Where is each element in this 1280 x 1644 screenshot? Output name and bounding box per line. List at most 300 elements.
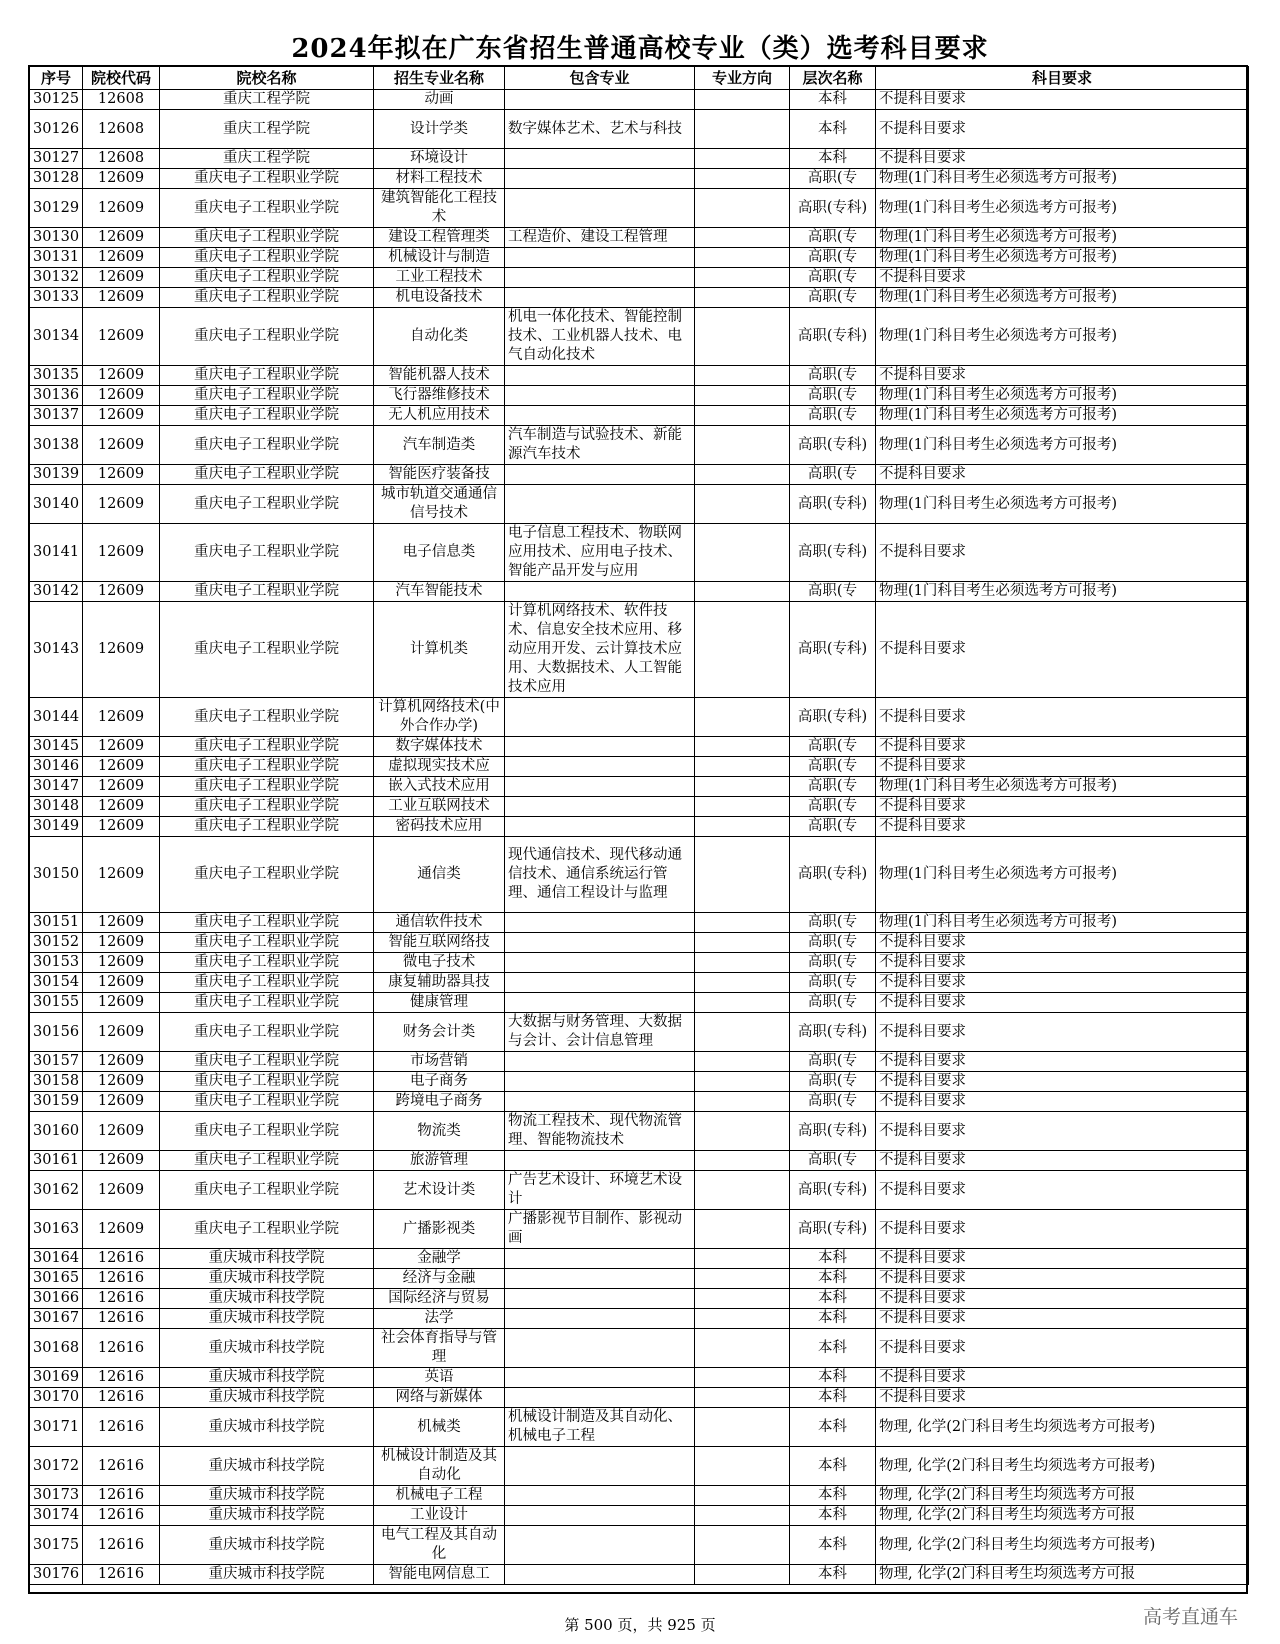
cell-school-code: 12609 xyxy=(83,268,160,288)
cell-major-name: 智能互联网络技 xyxy=(374,933,505,953)
cell-included-majors xyxy=(505,149,695,169)
cell-included-majors xyxy=(505,1526,695,1565)
cell-no: 30158 xyxy=(30,1072,83,1092)
cell-school-name: 重庆电子工程职业学院 xyxy=(160,953,374,973)
cell-school-name: 重庆电子工程职业学院 xyxy=(160,485,374,524)
cell-school-name: 重庆电子工程职业学院 xyxy=(160,524,374,582)
cell-level: 本科 xyxy=(790,110,876,149)
cell-subject-requirement: 不提科目要求 xyxy=(876,1249,1249,1269)
cell-level: 本科 xyxy=(790,1289,876,1309)
cell-level: 高职(专 xyxy=(790,288,876,308)
table-row xyxy=(30,993,1249,1013)
cell-school-name: 重庆城市科技学院 xyxy=(160,1289,374,1309)
cell-school-name: 重庆电子工程职业学院 xyxy=(160,1210,374,1249)
cell-no: 30164 xyxy=(30,1249,83,1269)
table-row xyxy=(30,465,1249,485)
cell-level: 本科 xyxy=(790,1249,876,1269)
cell-no: 30138 xyxy=(30,426,83,465)
cell-level: 高职(专 xyxy=(790,228,876,248)
cell-subject-requirement: 不提科目要求 xyxy=(876,366,1249,386)
cell-no: 30156 xyxy=(30,1013,83,1052)
cell-major-name: 机电设备技术 xyxy=(374,288,505,308)
cell-major-direction xyxy=(695,1151,790,1171)
cell-included-majors xyxy=(505,1072,695,1092)
table-row xyxy=(30,1112,1249,1151)
cell-major-name: 城市轨道交通通信信号技术 xyxy=(374,485,505,524)
cell-school-name: 重庆城市科技学院 xyxy=(160,1269,374,1289)
cell-major-name: 设计学类 xyxy=(374,110,505,149)
cell-included-majors xyxy=(505,485,695,524)
cell-school-code: 12609 xyxy=(83,386,160,406)
cell-subject-requirement: 不提科目要求 xyxy=(876,1388,1249,1408)
cell-major-name: 机械电子工程 xyxy=(374,1486,505,1506)
table-row xyxy=(30,933,1249,953)
cell-no: 30137 xyxy=(30,406,83,426)
cell-major-name: 建筑智能化工程技术 xyxy=(374,189,505,228)
cell-major-name: 旅游管理 xyxy=(374,1151,505,1171)
cell-level: 高职(专 xyxy=(790,777,876,797)
cell-subject-requirement: 物理, 化学(2门科目考生均须选考方可报考) xyxy=(876,1447,1249,1486)
cell-major-name: 材料工程技术 xyxy=(374,169,505,189)
table-row xyxy=(30,1329,1249,1368)
cell-school-name: 重庆电子工程职业学院 xyxy=(160,386,374,406)
cell-no: 30169 xyxy=(30,1368,83,1388)
table-row xyxy=(30,308,1249,366)
cell-major-name: 自动化类 xyxy=(374,308,505,366)
table-row xyxy=(30,602,1249,698)
cell-major-name: 通信软件技术 xyxy=(374,913,505,933)
cell-school-code: 12609 xyxy=(83,308,160,366)
cell-school-code: 12609 xyxy=(83,698,160,737)
cell-level: 高职(专 xyxy=(790,757,876,777)
table-row xyxy=(30,1486,1249,1506)
cell-no: 30126 xyxy=(30,110,83,149)
cell-school-code: 12609 xyxy=(83,737,160,757)
cell-subject-requirement: 不提科目要求 xyxy=(876,1092,1249,1112)
cell-no: 30174 xyxy=(30,1506,83,1526)
cell-no: 30147 xyxy=(30,777,83,797)
cell-level: 本科 xyxy=(790,1309,876,1329)
cell-major-name: 环境设计 xyxy=(374,149,505,169)
cell-major-name: 电子商务 xyxy=(374,1072,505,1092)
cell-included-majors: 广播影视节目制作、影视动画 xyxy=(505,1210,695,1249)
cell-major-direction xyxy=(695,90,790,110)
cell-major-direction xyxy=(695,485,790,524)
cell-level: 高职(专 xyxy=(790,737,876,757)
cell-subject-requirement: 不提科目要求 xyxy=(876,110,1249,149)
cell-included-majors xyxy=(505,737,695,757)
cell-level: 本科 xyxy=(790,1506,876,1526)
table-row xyxy=(30,485,1249,524)
cell-major-name: 计算机网络技术(中外合作办学) xyxy=(374,698,505,737)
cell-level: 高职(专 xyxy=(790,913,876,933)
cell-major-direction xyxy=(695,524,790,582)
cell-subject-requirement: 不提科目要求 xyxy=(876,797,1249,817)
cell-no: 30149 xyxy=(30,817,83,837)
cell-no: 30133 xyxy=(30,288,83,308)
cell-subject-requirement: 不提科目要求 xyxy=(876,1210,1249,1249)
header-major-name: 招生专业名称 xyxy=(374,67,505,90)
cell-major-name: 跨境电子商务 xyxy=(374,1092,505,1112)
cell-major-direction xyxy=(695,837,790,913)
cell-major-name: 机械设计与制造 xyxy=(374,248,505,268)
cell-included-majors: 机电一体化技术、智能控制技术、工业机器人技术、电气自动化技术 xyxy=(505,308,695,366)
cell-major-direction xyxy=(695,248,790,268)
cell-major-name: 建设工程管理类 xyxy=(374,228,505,248)
cell-major-direction xyxy=(695,1408,790,1447)
cell-school-code: 12609 xyxy=(83,465,160,485)
cell-major-direction xyxy=(695,426,790,465)
cell-school-code: 12616 xyxy=(83,1309,160,1329)
cell-no: 30172 xyxy=(30,1447,83,1486)
cell-included-majors xyxy=(505,366,695,386)
cell-school-name: 重庆电子工程职业学院 xyxy=(160,366,374,386)
cell-no: 30128 xyxy=(30,169,83,189)
cell-included-majors xyxy=(505,698,695,737)
cell-no: 30136 xyxy=(30,386,83,406)
header-level: 层次名称 xyxy=(790,67,876,90)
cell-level: 高职(专 xyxy=(790,268,876,288)
cell-major-direction xyxy=(695,993,790,1013)
cell-level: 本科 xyxy=(790,1526,876,1565)
cell-no: 30160 xyxy=(30,1112,83,1151)
table-row xyxy=(30,248,1249,268)
table-row xyxy=(30,1526,1249,1565)
cell-school-code: 12609 xyxy=(83,602,160,698)
cell-school-code: 12609 xyxy=(83,1151,160,1171)
table-row xyxy=(30,1565,1249,1585)
cell-school-name: 重庆电子工程职业学院 xyxy=(160,189,374,228)
cell-school-name: 重庆电子工程职业学院 xyxy=(160,1072,374,1092)
table-row xyxy=(30,524,1249,582)
cell-school-name: 重庆电子工程职业学院 xyxy=(160,737,374,757)
cell-school-code: 12609 xyxy=(83,817,160,837)
cell-level: 高职(专 xyxy=(790,386,876,406)
cell-school-code: 12608 xyxy=(83,110,160,149)
cell-included-majors xyxy=(505,817,695,837)
cell-school-code: 12609 xyxy=(83,228,160,248)
cell-no: 30157 xyxy=(30,1052,83,1072)
cell-included-majors xyxy=(505,1052,695,1072)
cell-level: 本科 xyxy=(790,1447,876,1486)
cell-major-name: 嵌入式技术应用 xyxy=(374,777,505,797)
cell-school-name: 重庆电子工程职业学院 xyxy=(160,913,374,933)
cell-school-name: 重庆电子工程职业学院 xyxy=(160,797,374,817)
cell-major-name: 网络与新媒体 xyxy=(374,1388,505,1408)
cell-no: 30159 xyxy=(30,1092,83,1112)
cell-school-code: 12609 xyxy=(83,1210,160,1249)
cell-level: 高职(专科) xyxy=(790,189,876,228)
cell-level: 高职(专 xyxy=(790,973,876,993)
cell-school-code: 12609 xyxy=(83,426,160,465)
header-school-name: 院校名称 xyxy=(160,67,374,90)
cell-major-direction xyxy=(695,1092,790,1112)
cell-included-majors xyxy=(505,973,695,993)
cell-major-direction xyxy=(695,913,790,933)
cell-included-majors xyxy=(505,1329,695,1368)
cell-included-majors: 机械设计制造及其自动化、机械电子工程 xyxy=(505,1408,695,1447)
cell-major-name: 电子信息类 xyxy=(374,524,505,582)
header-school-code: 院校代码 xyxy=(83,67,160,90)
table-row xyxy=(30,1013,1249,1052)
cell-school-code: 12616 xyxy=(83,1486,160,1506)
cell-major-name: 汽车制造类 xyxy=(374,426,505,465)
cell-major-name: 法学 xyxy=(374,1309,505,1329)
cell-school-name: 重庆电子工程职业学院 xyxy=(160,169,374,189)
table-row xyxy=(30,837,1249,913)
cell-school-name: 重庆城市科技学院 xyxy=(160,1447,374,1486)
cell-level: 高职(专 xyxy=(790,933,876,953)
cell-level: 高职(专科) xyxy=(790,485,876,524)
cell-subject-requirement: 不提科目要求 xyxy=(876,1368,1249,1388)
cell-major-direction xyxy=(695,1565,790,1585)
cell-included-majors: 电子信息工程技术、物联网应用技术、应用电子技术、智能产品开发与应用 xyxy=(505,524,695,582)
cell-major-name: 工业工程技术 xyxy=(374,268,505,288)
cell-included-majors xyxy=(505,582,695,602)
cell-major-name: 物流类 xyxy=(374,1112,505,1151)
cell-included-majors xyxy=(505,189,695,228)
table-row xyxy=(30,169,1249,189)
cell-included-majors xyxy=(505,1506,695,1526)
cell-subject-requirement: 不提科目要求 xyxy=(876,757,1249,777)
cell-major-name: 计算机类 xyxy=(374,602,505,698)
cell-major-name: 智能医疗装备技 xyxy=(374,465,505,485)
cell-major-direction xyxy=(695,817,790,837)
cell-subject-requirement: 物理(1门科目考生必须选考方可报考) xyxy=(876,485,1249,524)
cell-included-majors xyxy=(505,169,695,189)
subject-requirements-table xyxy=(29,66,1249,1585)
table-row xyxy=(30,1249,1249,1269)
cell-included-majors xyxy=(505,1565,695,1585)
cell-school-code: 12616 xyxy=(83,1388,160,1408)
table-row xyxy=(30,582,1249,602)
cell-school-name: 重庆电子工程职业学院 xyxy=(160,698,374,737)
cell-major-direction xyxy=(695,386,790,406)
cell-subject-requirement: 物理(1门科目考生必须选考方可报考) xyxy=(876,386,1249,406)
cell-major-direction xyxy=(695,1171,790,1210)
cell-level: 本科 xyxy=(790,149,876,169)
cell-subject-requirement: 不提科目要求 xyxy=(876,933,1249,953)
cell-school-name: 重庆工程学院 xyxy=(160,149,374,169)
cell-school-name: 重庆城市科技学院 xyxy=(160,1249,374,1269)
cell-major-direction xyxy=(695,1210,790,1249)
cell-subject-requirement: 物理, 化学(2门科目考生均须选考方可报考) xyxy=(876,1408,1249,1447)
table-body xyxy=(30,90,1249,1585)
cell-school-name: 重庆电子工程职业学院 xyxy=(160,1052,374,1072)
cell-level: 高职(专 xyxy=(790,797,876,817)
cell-included-majors xyxy=(505,1151,695,1171)
cell-school-code: 12616 xyxy=(83,1506,160,1526)
table-row xyxy=(30,953,1249,973)
cell-subject-requirement: 物理(1门科目考生必须选考方可报考) xyxy=(876,406,1249,426)
cell-school-name: 重庆电子工程职业学院 xyxy=(160,602,374,698)
cell-school-name: 重庆电子工程职业学院 xyxy=(160,465,374,485)
cell-included-majors xyxy=(505,757,695,777)
cell-subject-requirement: 物理, 化学(2门科目考生均须选考方可报考) xyxy=(876,1526,1249,1565)
cell-no: 30142 xyxy=(30,582,83,602)
cell-level: 高职(专科) xyxy=(790,1171,876,1210)
table-row xyxy=(30,913,1249,933)
cell-school-code: 12608 xyxy=(83,90,160,110)
table-row xyxy=(30,288,1249,308)
cell-level: 高职(专 xyxy=(790,993,876,1013)
cell-subject-requirement: 物理(1门科目考生必须选考方可报考) xyxy=(876,169,1249,189)
cell-school-code: 12616 xyxy=(83,1289,160,1309)
cell-major-direction xyxy=(695,757,790,777)
cell-school-name: 重庆电子工程职业学院 xyxy=(160,1013,374,1052)
cell-subject-requirement: 不提科目要求 xyxy=(876,973,1249,993)
table-row xyxy=(30,1388,1249,1408)
cell-level: 高职(专科) xyxy=(790,698,876,737)
table-row xyxy=(30,1072,1249,1092)
cell-school-name: 重庆城市科技学院 xyxy=(160,1368,374,1388)
cell-level: 高职(专科) xyxy=(790,426,876,465)
cell-subject-requirement: 不提科目要求 xyxy=(876,465,1249,485)
cell-school-code: 12609 xyxy=(83,366,160,386)
cell-major-name: 机械设计制造及其自动化 xyxy=(374,1447,505,1486)
cell-school-code: 12609 xyxy=(83,837,160,913)
cell-major-direction xyxy=(695,1368,790,1388)
cell-level: 高职(专科) xyxy=(790,1210,876,1249)
cell-subject-requirement: 物理, 化学(2门科目考生均须选考方可报 xyxy=(876,1565,1249,1585)
cell-level: 高职(专 xyxy=(790,1072,876,1092)
cell-subject-requirement: 物理(1门科目考生必须选考方可报考) xyxy=(876,777,1249,797)
cell-major-direction xyxy=(695,169,790,189)
cell-school-code: 12616 xyxy=(83,1447,160,1486)
cell-level: 高职(专 xyxy=(790,465,876,485)
cell-school-code: 12616 xyxy=(83,1368,160,1388)
cell-level: 本科 xyxy=(790,90,876,110)
cell-school-code: 12609 xyxy=(83,1092,160,1112)
cell-level: 高职(专科) xyxy=(790,837,876,913)
cell-no: 30143 xyxy=(30,602,83,698)
cell-major-direction xyxy=(695,288,790,308)
cell-included-majors xyxy=(505,993,695,1013)
cell-subject-requirement: 不提科目要求 xyxy=(876,1072,1249,1092)
cell-major-direction xyxy=(695,1506,790,1526)
cell-included-majors xyxy=(505,268,695,288)
table-row xyxy=(30,110,1249,149)
cell-major-direction xyxy=(695,1013,790,1052)
cell-major-direction xyxy=(695,366,790,386)
cell-major-direction xyxy=(695,1526,790,1565)
cell-included-majors xyxy=(505,1092,695,1112)
cell-major-direction xyxy=(695,189,790,228)
cell-school-name: 重庆城市科技学院 xyxy=(160,1565,374,1585)
cell-included-majors xyxy=(505,953,695,973)
cell-major-name: 智能机器人技术 xyxy=(374,366,505,386)
cell-subject-requirement: 物理(1门科目考生必须选考方可报考) xyxy=(876,288,1249,308)
cell-school-name: 重庆电子工程职业学院 xyxy=(160,817,374,837)
cell-school-name: 重庆城市科技学院 xyxy=(160,1486,374,1506)
table-row xyxy=(30,189,1249,228)
cell-school-name: 重庆电子工程职业学院 xyxy=(160,1171,374,1210)
cell-subject-requirement: 不提科目要求 xyxy=(876,1171,1249,1210)
cell-school-name: 重庆工程学院 xyxy=(160,90,374,110)
cell-no: 30125 xyxy=(30,90,83,110)
cell-level: 高职(专科) xyxy=(790,308,876,366)
cell-no: 30166 xyxy=(30,1289,83,1309)
cell-included-majors: 数字媒体艺术、艺术与科技 xyxy=(505,110,695,149)
cell-major-name: 飞行器维修技术 xyxy=(374,386,505,406)
header-row xyxy=(30,67,1249,90)
cell-school-name: 重庆电子工程职业学院 xyxy=(160,993,374,1013)
cell-subject-requirement: 物理(1门科目考生必须选考方可报考) xyxy=(876,248,1249,268)
cell-no: 30145 xyxy=(30,737,83,757)
cell-school-code: 12609 xyxy=(83,933,160,953)
cell-no: 30130 xyxy=(30,228,83,248)
cell-school-name: 重庆电子工程职业学院 xyxy=(160,837,374,913)
cell-level: 高职(专 xyxy=(790,366,876,386)
table-row xyxy=(30,149,1249,169)
table-row xyxy=(30,228,1249,248)
cell-major-name: 无人机应用技术 xyxy=(374,406,505,426)
cell-major-direction xyxy=(695,797,790,817)
cell-major-direction xyxy=(695,406,790,426)
cell-level: 高职(专科) xyxy=(790,524,876,582)
cell-subject-requirement: 不提科目要求 xyxy=(876,1112,1249,1151)
cell-included-majors xyxy=(505,386,695,406)
cell-school-code: 12609 xyxy=(83,797,160,817)
cell-school-name: 重庆电子工程职业学院 xyxy=(160,426,374,465)
cell-school-code: 12609 xyxy=(83,913,160,933)
cell-school-name: 重庆电子工程职业学院 xyxy=(160,933,374,953)
cell-major-direction xyxy=(695,1112,790,1151)
cell-included-majors xyxy=(505,90,695,110)
cell-school-code: 12609 xyxy=(83,777,160,797)
cell-major-direction xyxy=(695,582,790,602)
cell-school-name: 重庆城市科技学院 xyxy=(160,1506,374,1526)
cell-no: 30127 xyxy=(30,149,83,169)
cell-school-name: 重庆电子工程职业学院 xyxy=(160,973,374,993)
cell-major-name: 康复辅助器具技 xyxy=(374,973,505,993)
cell-school-name: 重庆城市科技学院 xyxy=(160,1526,374,1565)
cell-subject-requirement: 不提科目要求 xyxy=(876,993,1249,1013)
cell-school-name: 重庆电子工程职业学院 xyxy=(160,757,374,777)
cell-level: 高职(专 xyxy=(790,1151,876,1171)
cell-no: 30165 xyxy=(30,1269,83,1289)
table-row xyxy=(30,757,1249,777)
cell-no: 30151 xyxy=(30,913,83,933)
cell-major-name: 国际经济与贸易 xyxy=(374,1289,505,1309)
cell-school-code: 12616 xyxy=(83,1526,160,1565)
cell-level: 高职(专科) xyxy=(790,602,876,698)
cell-major-direction xyxy=(695,228,790,248)
cell-level: 高职(专 xyxy=(790,582,876,602)
cell-subject-requirement: 不提科目要求 xyxy=(876,698,1249,737)
cell-no: 30135 xyxy=(30,366,83,386)
cell-subject-requirement: 不提科目要求 xyxy=(876,1052,1249,1072)
cell-major-direction xyxy=(695,1329,790,1368)
table-row xyxy=(30,426,1249,465)
table-row xyxy=(30,1408,1249,1447)
cell-major-direction xyxy=(695,737,790,757)
cell-major-name: 微电子技术 xyxy=(374,953,505,973)
cell-school-name: 重庆电子工程职业学院 xyxy=(160,268,374,288)
cell-major-direction xyxy=(695,1309,790,1329)
cell-school-code: 12609 xyxy=(83,973,160,993)
cell-subject-requirement: 不提科目要求 xyxy=(876,524,1249,582)
cell-major-name: 汽车智能技术 xyxy=(374,582,505,602)
cell-major-direction xyxy=(695,149,790,169)
cell-school-code: 12616 xyxy=(83,1565,160,1585)
cell-included-majors xyxy=(505,1368,695,1388)
cell-major-name: 英语 xyxy=(374,1368,505,1388)
cell-no: 30162 xyxy=(30,1171,83,1210)
cell-subject-requirement: 物理(1门科目考生必须选考方可报考) xyxy=(876,228,1249,248)
cell-level: 高职(专 xyxy=(790,953,876,973)
table-header xyxy=(30,67,1249,90)
